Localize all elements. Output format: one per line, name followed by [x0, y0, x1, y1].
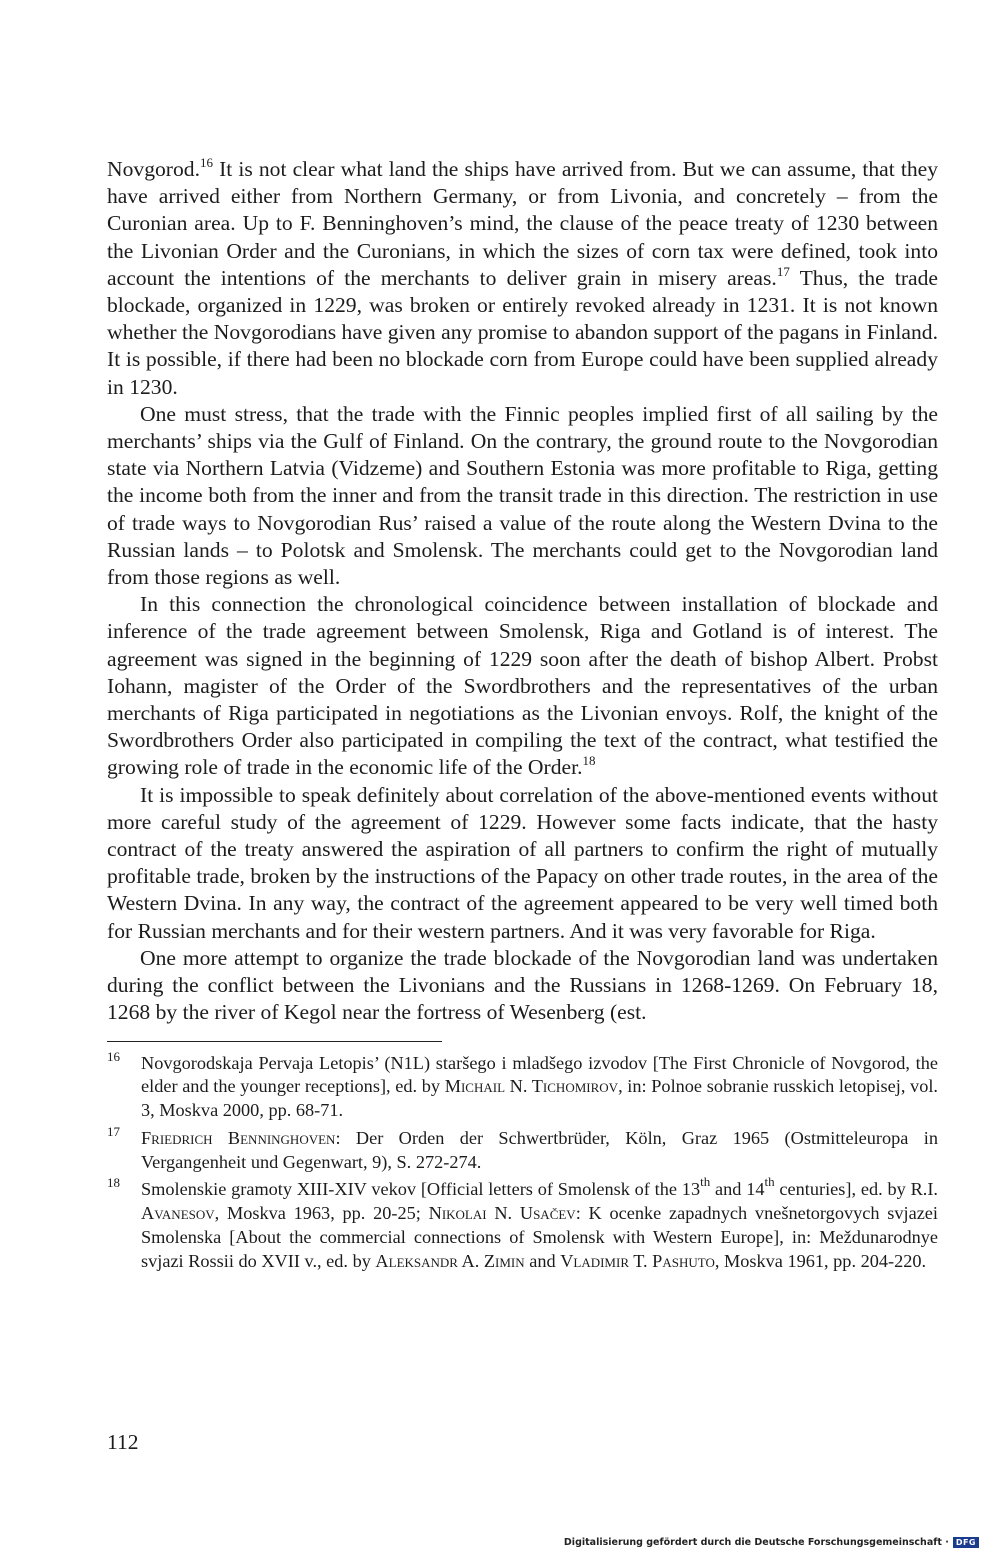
text-run: Smolenskie gramoty XIII-XIV vekov [Official letters of Smolensk of the 13 — [141, 1179, 701, 1200]
footnote-ref-18[interactable]: 18 — [582, 753, 596, 769]
footnote-number: 18 — [107, 1175, 120, 1191]
text-run: , Moskva 1961, pp. 204-220. — [714, 1250, 927, 1271]
author-name: Aleksandr A. Zimin — [375, 1250, 525, 1271]
footnote-text — [141, 1052, 938, 1123]
footnotes — [107, 1048, 939, 1274]
paragraph-5: One more attempt to organize the trade blockade of the Novgorodian land was undertaken during the conflict between the Livonians and the Russians in 1268-1269. On February 18, 1268 by the river of Kegol near the fortress of Wesenberg (est. — [107, 945, 938, 1025]
text-run: : Der Orden der Schwertbrüder, Köln, Graz 1965 (Ostmitteleuropa in Vergangenheit und Gegenwart, 9), S. 272-274. — [141, 1127, 938, 1172]
paragraph-3 — [107, 591, 938, 781]
author-name: Vladimir T. Pashuto — [560, 1250, 715, 1271]
text-run: centuries], ed. by R.I. — [774, 1179, 938, 1200]
footnote-number: 16 — [107, 1048, 120, 1064]
footnote-ref-17[interactable]: 17 — [776, 263, 790, 279]
text-run: Novgorod. — [107, 157, 200, 181]
page-content — [107, 156, 938, 1278]
text-run: It is not clear what land the ships have arrived from. But we can assume, that they have arrived either from Northern Germany, or from Livonia, and concretely – from the Curonian area. Up to F. Benninghoven’s mind, the clause of the peace treaty of 1230 between the Livonian Order and the Curonians, in which the sizes of corn tax were defined, took into account the intentions of the merchants to deliver grain in misery areas. — [107, 157, 938, 290]
paragraph-1 — [107, 156, 938, 401]
footnote-18 — [107, 1174, 939, 1273]
footnote-divider — [107, 1041, 442, 1042]
text-run: , Moskva 1963, pp. 20-25; — [214, 1203, 429, 1224]
banner-text: Digitalisierung gefördert durch die Deutsche Forschungsgemeinschaft · — [563, 1537, 949, 1548]
ordinal-suffix: th — [764, 1174, 775, 1190]
paragraph-4: It is impossible to speak definitely about correlation of the above-mentioned events without more careful study of the agreement of 1229. However some facts indicate, that the hasty contract of the treaty answered the aspiration of all partners to confirm the right of mutually profitable trade, broken by the instructions of the Papacy on other trade routes, in the area of the Western Dvina. In any way, the contract of the agreement appeared to be very well timed both for Russian merchants and for their western partners. And it was very favorable for Riga. — [107, 782, 938, 943]
footnote-text — [141, 1127, 938, 1175]
dfg-logo-icon: DFG — [953, 1537, 979, 1548]
text-run: and — [524, 1250, 561, 1271]
digitization-banner — [564, 1537, 979, 1548]
author-name: Michail N. Tichomirov — [444, 1076, 619, 1097]
main-text — [107, 156, 938, 1027]
text-run: and 14 — [710, 1179, 765, 1200]
paragraph-2: One must stress, that the trade with the Finnic peoples implied first of all sailing by the merchants’ ships via the Gulf of Finland. On the contrary, the ground route to the Novgorodian state via Northern Latvia (Vidzeme) and Southern Estonia was more profitable to Riga, getting the income both from the inner and from the transit trade in this direction. The restriction in use of trade ways to Novgorodian Rus’ raised a value of the route along the Western Dvina to the Russian lands – to Polotsk and Smolensk. The merchants could get to the Novgorodian land from those regions as well. — [107, 401, 938, 590]
author-name: Avanesov — [141, 1203, 215, 1224]
footnote-ref-16[interactable]: 16 — [199, 155, 213, 170]
text-run: Novgorodskaja Pervaja Letopis’ (N1L) staršego i mladšego izvodov [The First Chronicle of Novgorod, the elder and the younger receptions], ed. by — [141, 1052, 938, 1097]
text-run: Thus, the trade blockade, organized in 1229, was broken or entirely revoked already in 1231. It is not known whether the Novgorodians have given any promise to abandon support of the pagans in Finland. It is possible, if there had been no blockade corn from Europe could have been supplied already in 1230. — [107, 265, 938, 399]
author-name: Nikolai N. Usačev — [428, 1203, 576, 1224]
ordinal-suffix: th — [700, 1174, 711, 1190]
author-name: Friedrich Benninghoven — [141, 1127, 336, 1148]
text-run: : K ocenke zapadnych vnešnetorgovych svjazei Smolenska [About the commercial connections of Smolensk with Western Europe], in: Meždunarodnye svjazi Rossii do XVII v., ed. by — [141, 1203, 939, 1271]
footnote-text — [141, 1174, 939, 1273]
footnote-number: 17 — [107, 1123, 120, 1139]
text-run: , in: Polnoe sobranie russkich letopisej, vol. 3, Moskva 2000, pp. 68-71. — [141, 1076, 938, 1121]
text-run: In this connection the chronological coincidence between installation of blockade and inference of the trade agreement between Smolensk, Riga and Gotland is of interest. The agreement was signed in the beginning of 1229 soon after the death of bishop Albert. Probst Iohann, magister of the Order of the Swordbrothers and the representatives of the urban merchants of Riga participated in negotiations as the Livonian envoys. Rolf, the knight of the Swordbrothers Order also participated in compiling the text of the contract, what testified the growing role of trade in the economic life of the Order. — [107, 592, 938, 780]
page-number: 112 — [107, 1430, 139, 1454]
footnote-16 — [107, 1048, 938, 1123]
footnote-17 — [107, 1123, 938, 1175]
